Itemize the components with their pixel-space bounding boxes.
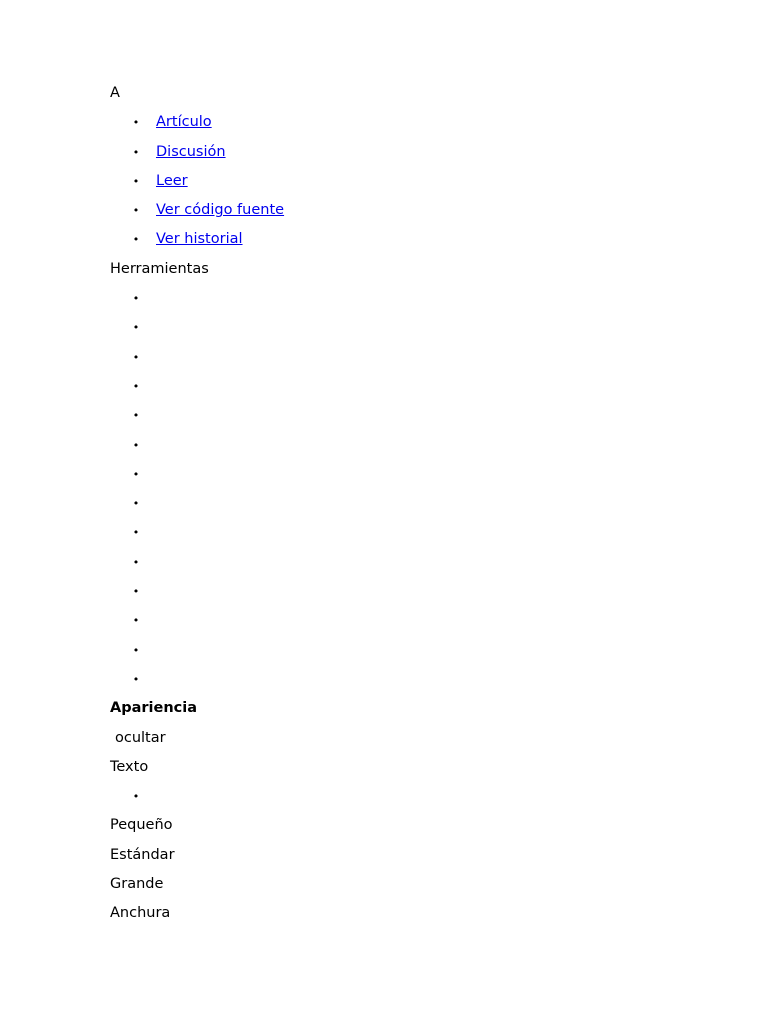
tools-list-item (110, 431, 730, 460)
user-menu-label[interactable]: A (110, 85, 120, 101)
discussion-link[interactable]: Discusión (156, 143, 226, 160)
bullet-icon: • (132, 672, 140, 686)
view-history-link[interactable]: Ver historial (156, 231, 243, 248)
views-list (110, 108, 730, 254)
views-item-read (110, 167, 730, 196)
views-item-article (110, 108, 730, 137)
view-source-link[interactable]: Ver código fuente (156, 202, 285, 219)
tools-list-item (110, 313, 730, 342)
tools-list-item (110, 636, 730, 665)
tools-list (110, 284, 730, 694)
views-item-view-history (110, 225, 730, 254)
bullet-icon: • (132, 585, 140, 599)
page-content (110, 79, 730, 929)
tools-list-item (110, 343, 730, 372)
text-size-standard-option[interactable]: Estándar (110, 846, 175, 863)
text-size-large-option[interactable]: Grande (110, 876, 164, 893)
appearance-heading: Apariencia (110, 700, 198, 717)
views-item-discussion (110, 138, 730, 167)
bullet-icon: • (132, 555, 140, 569)
bullet-icon: • (132, 350, 140, 364)
bullet-icon: • (132, 204, 140, 218)
text-size-small-option[interactable]: Pequeño (110, 817, 173, 834)
bullet-icon: • (132, 174, 140, 188)
bullet-icon: • (132, 233, 140, 247)
views-item-view-source (110, 196, 730, 225)
width-section-label: Anchura (110, 905, 171, 922)
bullet-icon: • (132, 614, 140, 628)
tools-list-item (110, 665, 730, 694)
bullet-icon: • (132, 145, 140, 159)
tools-list-item (110, 606, 730, 635)
bullet-icon: • (132, 526, 140, 540)
bullet-icon: • (132, 116, 140, 130)
tools-list-item (110, 489, 730, 518)
bullet-icon: • (132, 321, 140, 335)
text-options-item (110, 782, 730, 811)
bullet-icon: • (132, 790, 140, 804)
tools-list-item (110, 284, 730, 313)
text-options-list (110, 782, 730, 811)
bullet-icon: • (132, 438, 140, 452)
bullet-icon: • (132, 379, 140, 393)
bullet-icon: • (132, 467, 140, 481)
bullet-icon: • (132, 292, 140, 306)
article-link[interactable]: Artículo (156, 114, 212, 131)
tools-list-item (110, 518, 730, 547)
tools-list-item (110, 460, 730, 489)
tools-list-item (110, 401, 730, 430)
tools-heading[interactable]: Herramientas (110, 260, 209, 277)
bullet-icon: • (132, 497, 140, 511)
tools-list-item (110, 372, 730, 401)
appearance-hide-button[interactable]: ocultar (115, 729, 166, 746)
read-link[interactable]: Leer (156, 172, 188, 189)
bullet-icon: • (132, 409, 140, 423)
tools-list-item (110, 577, 730, 606)
text-section-label: Texto (110, 758, 149, 775)
bullet-icon: • (132, 643, 140, 657)
tools-list-item (110, 548, 730, 577)
